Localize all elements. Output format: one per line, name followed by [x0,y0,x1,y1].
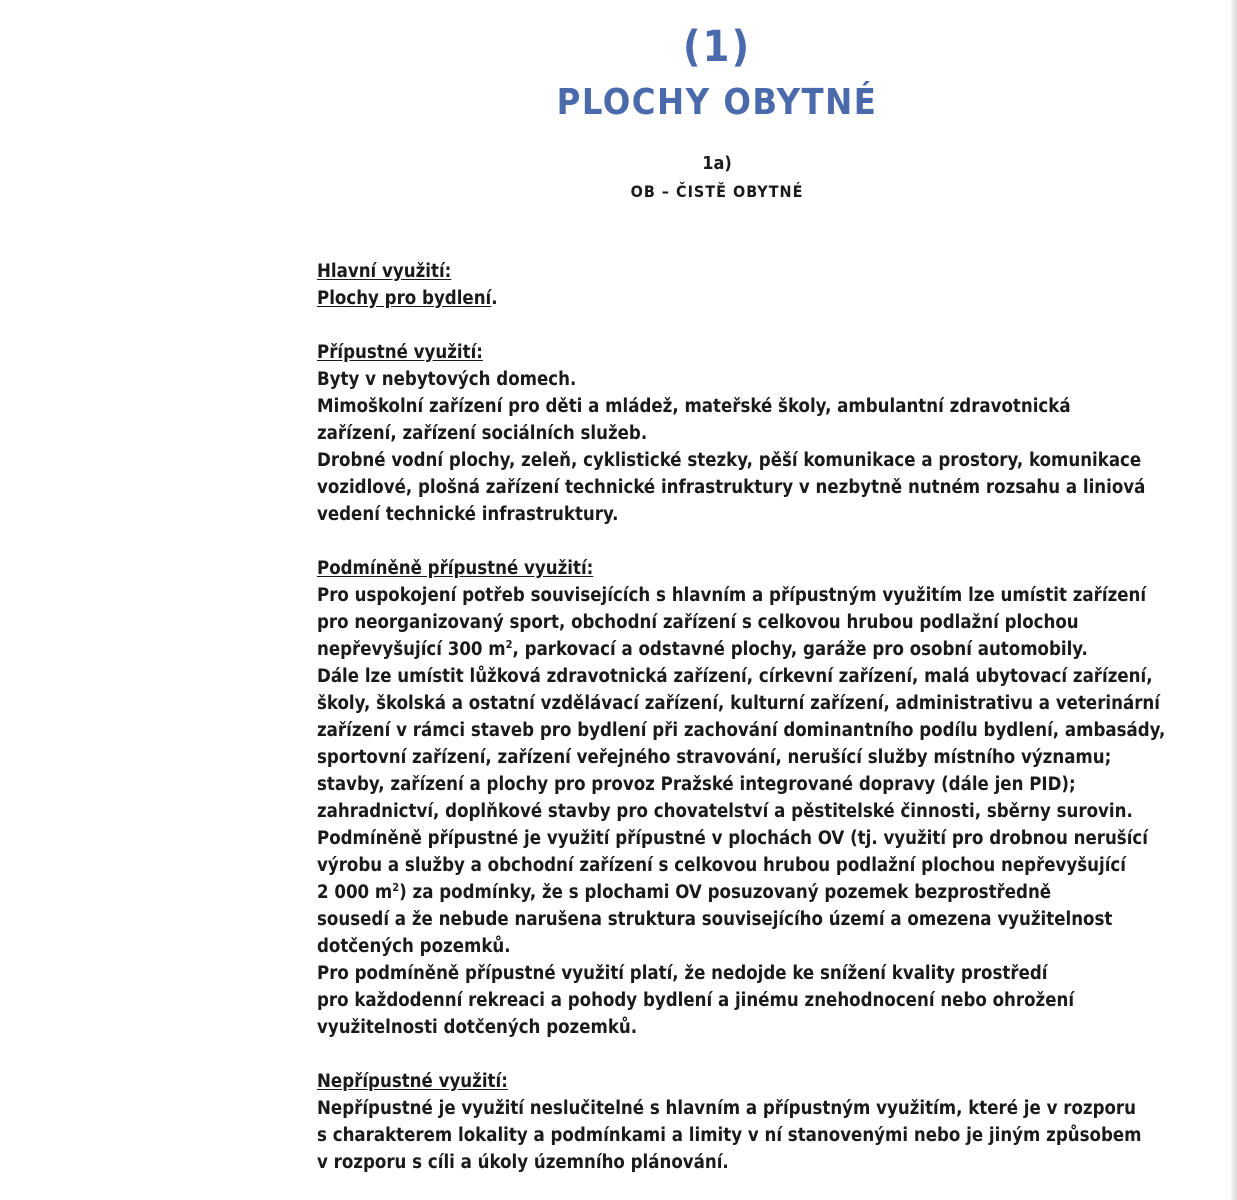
area-text: 2 000 m [317,882,393,903]
prohibited-use-section [317,1068,1142,1176]
permitted-use-heading: Přípustné využití: [317,342,483,363]
area-text-end: ) za podmínky, že s plochami OV posuzovaný pozemek bezprostředně [399,882,1052,903]
area-superscript: 2 [505,637,513,651]
conditional-use-line: Pro uspokojení potřeb souvisejících s hlavním a přípustným využitím lze umístit zařízení [317,585,1147,606]
conditional-use-line: využitelnosti dotčených pozemků. [317,1017,638,1038]
conditional-use-line: pro neorganizovaný sport, obchodní zařízení s celkovou hrubou podlažní plochou [317,612,1079,633]
main-use-section [317,258,1137,312]
permitted-use-section [317,339,1146,528]
conditional-use-line: školy, školská a ostatní vzdělávací zařízení, kulturní zařízení, administrativu a veterinární [317,693,1160,714]
conditional-use-line: Dále lze umístit lůžková zdravotnická zařízení, církevní zařízení, malá ubytovací zařízení, [317,666,1153,687]
conditional-use-line: Podmíněně přípustné je využití přípustné v plochách OV (tj. využití pro drobnou nerušící [317,828,1148,849]
section-code: 1a) [702,153,732,174]
area-superscript: 2 [392,880,400,894]
conditional-use-line: sousedí a že nebude narušena struktura souvisejícího území a omezena využitelnost [317,909,1113,930]
chapter-number: (1) [682,22,752,72]
permitted-use-line: vedení technické infrastruktury. [317,504,619,525]
permitted-use-line: Drobné vodní plochy, zeleň, cyklistické stezky, pěší komunikace a prostory, komunikace [317,450,1142,471]
permitted-use-line: Byty v nebytových domech. [317,369,577,390]
conditional-use-section [317,555,1166,1041]
conditional-use-line: Pro podmíněně přípustné využití platí, že nedojde ke snížení kvality prostředí [317,963,1048,984]
chapter-title: PLOCHY OBYTNÉ [556,82,878,123]
main-use-text [317,285,1137,312]
document-body [317,258,1166,1176]
conditional-use-line: výrobu a služby a obchodní zařízení s celkovou hrubou podlažní plochou nepřevyšující [317,855,1126,876]
prohibited-use-line: s charakterem lokality a podmínkami a limity v ní stanovenými nebo je jiným způsobem [317,1125,1142,1146]
conditional-use-line [317,879,1137,906]
prohibited-use-line: v rozporu s cíli a úkoly územního plánování. [317,1152,729,1173]
permitted-use-line: Mimoškolní zařízení pro děti a mládež, mateřské školy, ambulantní zdravotnická [317,396,1071,417]
page-edge-shadow [1231,0,1237,1200]
conditional-use-line: zařízení v rámci staveb pro bydlení při zachování dominantního podílu bydlení, ambasády, [317,720,1166,741]
permitted-use-line: zařízení, zařízení sociálních služeb. [317,423,648,444]
area-text: nepřevyšující 300 m [317,639,506,660]
conditional-use-line: zahradnictví, doplňkové stavby pro chovatelství a pěstitelské činnosti, sběrny surovin. [317,801,1133,822]
conditional-use-heading: Podmíněně přípustné využití: [317,558,594,579]
main-use-underlined: Plochy pro bydlení [317,288,492,309]
prohibited-use-heading: Nepřípustné využití: [317,1071,508,1092]
main-use-heading: Hlavní využití: [317,261,452,282]
main-use-suffix: . [491,288,498,309]
conditional-use-line: sportovní zařízení, zařízení veřejného stravování, nerušící služby místního významu; [317,747,1112,768]
permitted-use-line: vozidlové, plošná zařízení technické infrastruktury v nezbytně nutném rozsahu a liniová [317,477,1146,498]
conditional-use-line [317,636,1137,663]
prohibited-use-line: Nepřípustné je využití neslučitelné s hlavním a přípustným využitím, které je v rozporu [317,1098,1136,1119]
conditional-use-line: stavby, zařízení a plochy pro provoz Pražské integrované dopravy (dále jen PID); [317,774,1076,795]
section-name: OB – ČISTĚ OBYTNÉ [630,182,804,201]
conditional-use-line: pro každodenní rekreaci a pohody bydlení a jinému znehodnocení nebo ohrožení [317,990,1075,1011]
conditional-use-line: dotčených pozemků. [317,936,511,957]
area-text-end: , parkovací a odstavné plochy, garáže pro osobní automobily. [512,639,1088,660]
